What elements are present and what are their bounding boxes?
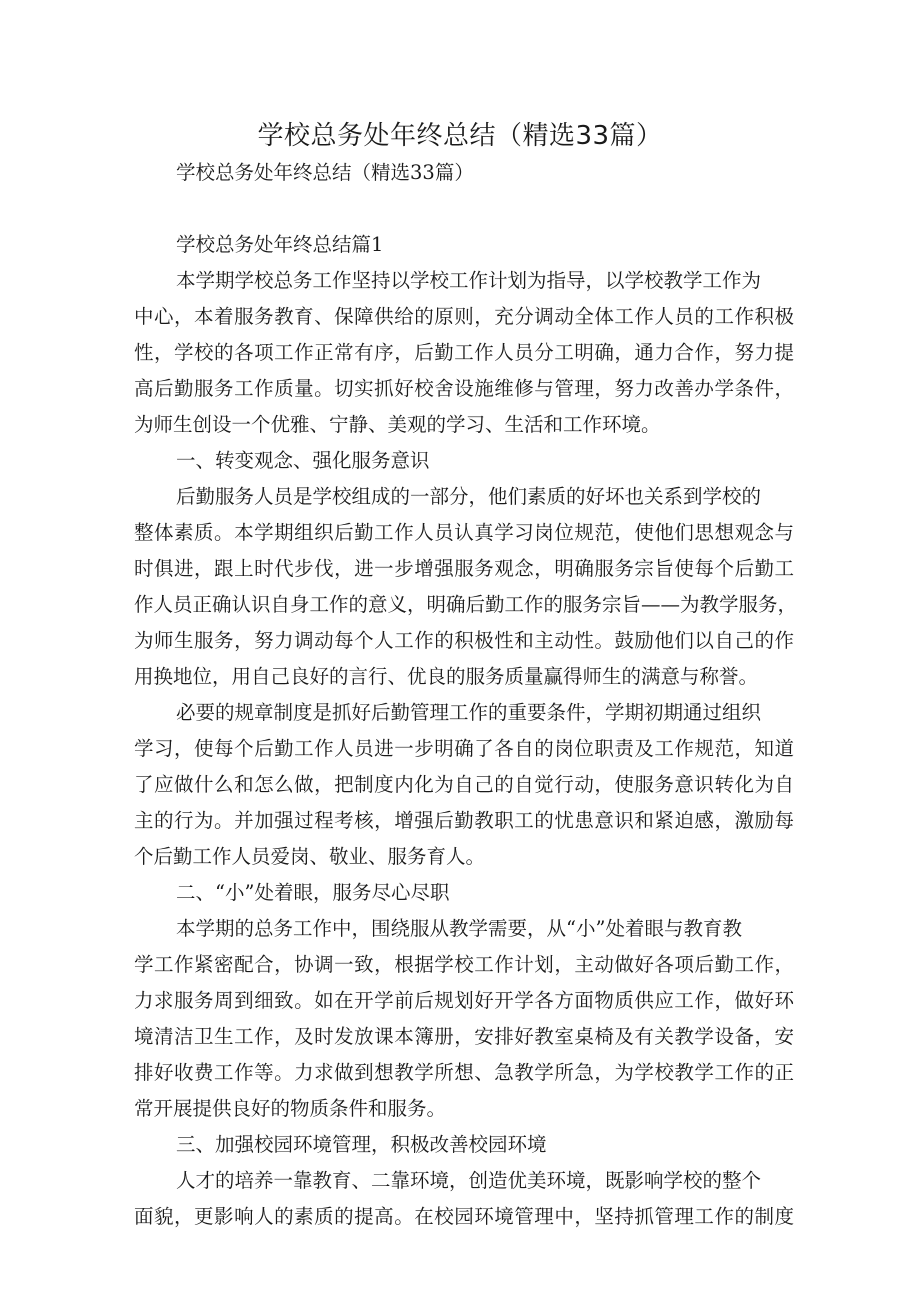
paragraph-two: [134, 695, 794, 875]
heading-one: 一、转变观念、强化服务意识: [176, 449, 430, 472]
paragraph-line: 人才的培养一靠教育、二靠环境，创造优美环境，既影响学校的整个: [176, 1169, 762, 1192]
paragraph-four: [134, 1163, 794, 1235]
paragraph-line: 常开展提供良好的物质条件和服务。: [134, 1097, 447, 1120]
paragraph-line: 整体素质。本学期组织后勤工作人员认真学习岗位规范，使他们思想观念与: [134, 521, 794, 544]
paragraph-line: 中心，本着服务教育、保障供给的原则，充分调动全体工作人员的工作积极: [134, 305, 794, 328]
paragraph-line: 个后勤工作人员爱岗、敬业、服务育人。: [134, 845, 486, 868]
document-title: 学校总务处年终总结（精选33篇）: [257, 121, 663, 151]
paragraph-line: 境清洁卫生工作，及时发放课本簿册，安排好教室桌椅及有关教学设备，安: [134, 1025, 794, 1048]
paragraph-line: 面貌，更影响人的素质的提高。在校园环境管理中，坚持抓管理工作的制度: [134, 1205, 794, 1228]
paragraph-three: [134, 911, 794, 1127]
paragraph-line: 必要的规章制度是抓好后勤管理工作的重要条件，学期初期通过组织: [176, 701, 762, 724]
paragraph-line: 性，学校的各项工作正常有序，后勤工作人员分工明确，通力合作，努力提: [134, 341, 794, 364]
paragraph-line: 排好收费工作等。力求做到想教学所想、急教学所急，为学校教学工作的正: [134, 1061, 794, 1084]
intro-paragraph: [134, 263, 794, 443]
section-title: 学校总务处年终总结篇1: [176, 233, 384, 256]
paragraph-line: 了应做什么和怎么做，把制度内化为自己的自觉行动，使服务意识转化为自: [134, 773, 794, 796]
paragraph-line: 时俱进，跟上时代步伐，进一步增强服务观念，明确服务宗旨使每个后勤工: [134, 557, 794, 580]
paragraph-line: 主的行为。并加强过程考核，增强后勤教职工的忧患意识和紧迫感，激励每: [134, 809, 794, 832]
paragraph-line: 本学期的总务工作中，围绕服从教学需要，从“小”处着眼与教育教: [176, 917, 742, 940]
heading-two: 二、“小”处着眼，服务尽心尽职: [176, 881, 450, 904]
paragraph-line: 高后勤服务工作质量。切实抓好校舍设施维修与管理，努力改善办学条件，: [134, 377, 794, 400]
document-subtitle: 学校总务处年终总结（精选33篇）: [176, 161, 474, 184]
paragraph-line: 为师生创设一个优雅、宁静、美观的学习、生活和工作环境。: [134, 413, 661, 436]
paragraph-line: 本学期学校总务工作坚持以学校工作计划为指导，以学校教学工作为: [176, 269, 762, 292]
paragraph-one: [134, 479, 798, 695]
paragraph-line: 力求服务周到细致。如在开学前后规划好开学各方面物质供应工作，做好环: [134, 989, 794, 1012]
heading-three: 三、加强校园环境管理，积极改善校园环境: [176, 1133, 547, 1156]
paragraph-line: 学习，使每个后勤工作人员进一步明确了各自的岗位职责及工作规范，知道: [134, 737, 794, 760]
document-body: [134, 155, 798, 1235]
paragraph-line: 学工作紧密配合，协调一致，根据学校工作计划，主动做好各项后勤工作，: [134, 953, 794, 976]
paragraph-line: 作人员正确认识自身工作的意义，明确后勤工作的服务宗旨——为教学服务，: [134, 593, 798, 616]
paragraph-line: 用换地位，用自己良好的言行、优良的服务质量赢得师生的满意与称誉。: [134, 665, 759, 688]
paragraph-line: 为师生服务，努力调动每个人工作的积极性和主动性。鼓励他们以自己的作: [134, 629, 794, 652]
paragraph-line: 后勤服务人员是学校组成的一部分，他们素质的好坏也关系到学校的: [176, 485, 762, 508]
blank-line: [134, 191, 794, 227]
